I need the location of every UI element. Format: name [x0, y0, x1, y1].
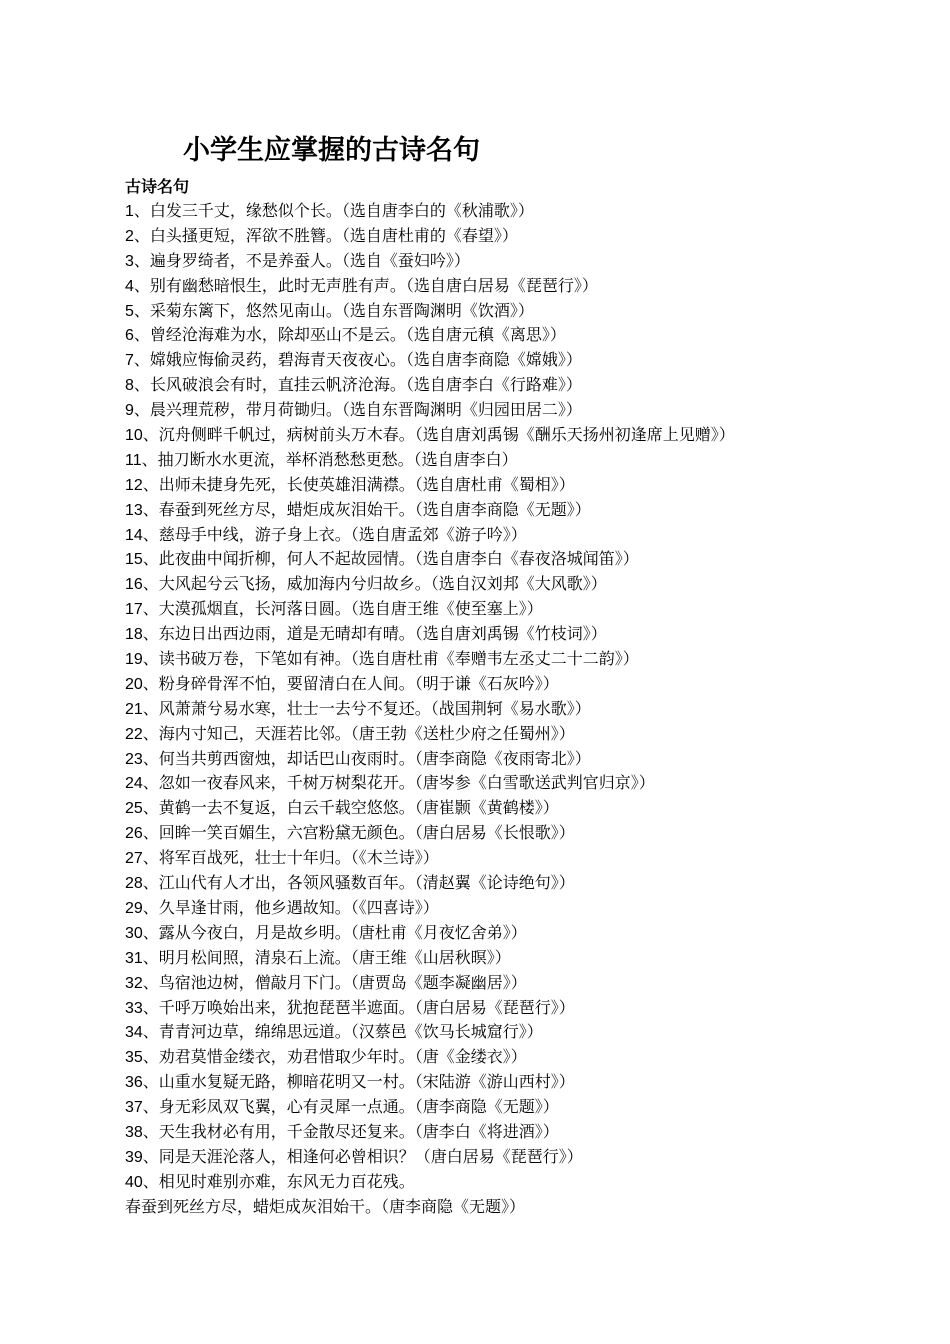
line-text: 、山重水复疑无路，柳暗花明又一村。（宋陆游《游山西村》）: [142, 1072, 575, 1092]
line-number: 13: [125, 501, 143, 519]
poem-line: [125, 199, 925, 224]
line-text: 、读书破万卷，下笔如有神。（选自唐杜甫《奉赠韦左丞丈二十二韵》）: [142, 649, 639, 669]
poem-line: [125, 971, 925, 996]
line-text: 春蚕到死丝方尽，蜡炬成灰泪始干。（唐李商隐《无题》）: [125, 1196, 526, 1216]
line-number: 16: [125, 576, 143, 594]
line-text: 、鸟宿池边树，僧敲月下门。（唐贾岛《题李凝幽居》）: [142, 972, 527, 992]
poem-line: [125, 448, 925, 473]
poem-line: [125, 1095, 925, 1120]
poem-line: [125, 373, 925, 398]
line-number: 15: [125, 551, 143, 569]
line-text: 、海内寸知己，天涯若比邻。（唐王勃《送杜少府之任蜀州》）: [142, 723, 575, 743]
line-text: 、晨兴理荒秽，带月荷锄归。（选自东晋陶渊明《归园田居二》）: [133, 400, 582, 420]
line-text: 、久旱逢甘雨，他乡遇故知。（《四喜诗》）: [142, 897, 439, 917]
poem-line: [125, 722, 925, 747]
line-number: 37: [125, 1099, 143, 1117]
poem-line: [125, 1070, 925, 1095]
line-text: 、相见时难别亦难，东风无力百花残。: [142, 1171, 415, 1191]
line-text: 、露从今夜白，月是故乡明。（唐杜甫《月夜忆舍弟》）: [142, 922, 527, 942]
line-number: 11: [125, 451, 142, 469]
line-number: 10: [125, 427, 143, 445]
line-number: 14: [125, 526, 143, 544]
line-number: 30: [125, 924, 143, 942]
line-text: 、回眸一笑百媚生，六宫粉黛无颜色。（唐白居易《长恨歌》）: [142, 823, 575, 843]
line-text: 、黄鹤一去不复返，白云千载空悠悠。（唐崔颢《黄鹤楼》）: [142, 798, 559, 818]
line-text: 、劝君莫惜金缕衣，劝君惜取少年时。（唐《金缕衣》）: [142, 1047, 527, 1067]
line-text: 、曾经沧海难为水，除却巫山不是云。（选自唐元稹《离思》）: [133, 325, 566, 345]
poem-line: [125, 523, 925, 548]
poem-line: [125, 946, 925, 971]
line-text: 、别有幽愁暗恨生，此时无声胜有声。（选自唐白居易《琵琶行》）: [133, 275, 598, 295]
line-number: 32: [125, 974, 143, 992]
line-text: 、大漠孤烟直，长河落日圆。（选自唐王维《使至塞上》）: [142, 599, 543, 619]
line-number: 7: [125, 352, 134, 370]
poem-line: [125, 1045, 925, 1070]
poem-line: [125, 647, 925, 672]
line-number: 31: [125, 949, 143, 967]
poem-line: [125, 771, 925, 796]
line-text: 、白发三千丈，缘愁似个长。（选自唐李白的《秋浦歌》）: [133, 201, 534, 220]
poem-line: [125, 747, 925, 772]
line-number: 6: [125, 327, 134, 345]
poem-line: [125, 821, 925, 846]
line-number: 28: [125, 875, 143, 893]
line-number: 3: [125, 252, 134, 270]
line-text: 、出师未捷身先死，长使英雄泪满襟。（选自唐杜甫《蜀相》）: [142, 474, 575, 494]
line-text: 、身无彩凤双飞翼，心有灵犀一点通。（唐李商隐《无题》）: [142, 1097, 559, 1117]
poem-line: [125, 249, 925, 274]
poem-line: [125, 1120, 925, 1145]
line-text: 、长风破浪会有时，直挂云帆济沧海。（选自唐李白《行路难》）: [133, 375, 582, 395]
line-number: 27: [125, 850, 143, 868]
line-text: 、沉舟侧畔千帆过，病树前头万木春。（选自唐刘禹锡《酬乐天扬州初逢席上见赠》）: [142, 425, 735, 445]
poem-line: [125, 473, 925, 498]
poem-line: [125, 597, 925, 622]
line-text: 、明月松间照，清泉石上流。（唐王维《山居秋暝》）: [142, 947, 511, 967]
poem-line: [125, 398, 925, 423]
line-text: 、千呼万唤始出来，犹抱琵琶半遮面。（唐白居易《琵琶行》）: [142, 997, 575, 1017]
poem-line: [125, 323, 925, 348]
line-text: 、遍身罗绮者，不是养蚕人。（选自《蚕妇吟》）: [133, 250, 470, 270]
line-number: 12: [125, 476, 143, 494]
line-text: 、东边日出西边雨，道是无晴却有晴。（选自唐刘禹锡《竹枝词》）: [142, 624, 607, 644]
line-text: 、大风起兮云飞扬，威加海内兮归故乡。（选自汉刘邦《大风歌》）: [142, 574, 607, 594]
poem-line: [125, 224, 925, 249]
line-text: 、嫦娥应悔偷灵药，碧海青天夜夜心。（选自唐李商隐《嫦娥》）: [133, 350, 582, 370]
poem-line-list: [125, 199, 925, 1220]
poem-line: [125, 846, 925, 871]
line-number: 5: [125, 302, 134, 320]
line-number: 9: [125, 402, 134, 420]
line-text: 、采菊东篱下，悠然见南山。（选自东晋陶渊明《饮酒》）: [133, 300, 534, 320]
line-text: 、青青河边草，绵绵思远道。（汉蔡邑《饮马长城窟行》）: [142, 1022, 543, 1042]
line-number: 4: [125, 277, 134, 295]
poem-line: [125, 274, 925, 299]
line-text: 、同是天涯沦落人，相逢何必曾相识？（唐白居易《琵琶行》）: [142, 1146, 583, 1166]
section-heading: 古诗名句: [125, 177, 190, 196]
line-number: 34: [125, 1024, 143, 1042]
poem-line: [125, 871, 925, 896]
line-text: 、慈母手中线，游子身上衣。（选自唐孟郊《游子吟》）: [142, 524, 527, 544]
line-text: 、天生我材必有用，千金散尽还复来。（唐李白《将进酒》）: [142, 1121, 559, 1141]
poem-line: [125, 672, 925, 697]
line-number: 26: [125, 825, 143, 843]
line-number: 24: [125, 775, 143, 793]
poem-line: [125, 299, 925, 324]
poem-line: [125, 622, 925, 647]
line-number: 19: [125, 651, 143, 669]
line-number: 40: [125, 1173, 143, 1191]
line-number: 20: [125, 675, 143, 693]
line-number: 21: [125, 700, 143, 718]
line-text: 、江山代有人才出，各领风骚数百年。（清赵翼《论诗绝句》）: [142, 873, 575, 893]
line-number: 8: [125, 377, 134, 395]
poem-line: [125, 1195, 925, 1220]
poem-line: [125, 498, 925, 523]
poem-line: [125, 572, 925, 597]
poem-line: [125, 547, 925, 572]
line-text: 、忽如一夜春风来，千树万树梨花开。（唐岑参《白雪歌送武判官归京》）: [142, 773, 655, 793]
line-text: 、风萧萧兮易水寒，壮士一去兮不复还。（战国荆轲《易水歌》）: [142, 698, 591, 718]
line-number: 2: [125, 227, 134, 245]
poem-line: [125, 697, 925, 722]
line-number: 23: [125, 750, 143, 768]
poem-line: [125, 996, 925, 1021]
line-number: 1: [125, 203, 134, 220]
line-number: 35: [125, 1049, 143, 1067]
line-number: 39: [125, 1148, 143, 1166]
line-text: 、此夜曲中闻折柳，何人不起故园情。（选自唐李白《春夜洛城闻笛》）: [142, 549, 639, 569]
line-text: 、抽刀断水水更流，举杯消愁愁更愁。（选自唐李白）: [141, 449, 518, 469]
poem-line: [125, 896, 925, 921]
poem-line: [125, 921, 925, 946]
poem-line: [125, 1145, 925, 1170]
poem-line: [125, 423, 925, 448]
line-number: 18: [125, 626, 143, 644]
line-number: 33: [125, 999, 143, 1017]
line-text: 、将军百战死，壮士十年归。（《木兰诗》）: [142, 848, 439, 868]
poem-line: [125, 348, 925, 373]
line-text: 、春蚕到死丝方尽，蜡炬成灰泪始干。（选自唐李商隐《无题》）: [142, 499, 591, 519]
line-number: 29: [125, 899, 143, 917]
poem-line: [125, 796, 925, 821]
line-number: 22: [125, 725, 143, 743]
line-number: 38: [125, 1123, 143, 1141]
line-text: 、粉身碎骨浑不怕，要留清白在人间。（明于谦《石灰吟》）: [142, 673, 559, 693]
line-number: 36: [125, 1074, 143, 1092]
line-number: 17: [125, 601, 143, 619]
line-text: 、何当共剪西窗烛，却话巴山夜雨时。（唐李商隐《夜雨寄北》）: [142, 748, 591, 768]
poem-line: [125, 1020, 925, 1045]
line-number: 25: [125, 800, 143, 818]
poem-line: [125, 1170, 925, 1195]
document-title: 小学生应掌握的古诗名句: [183, 135, 480, 166]
line-text: 、白头搔更短，浑欲不胜簪。（选自唐杜甫的《春望》）: [133, 225, 518, 245]
